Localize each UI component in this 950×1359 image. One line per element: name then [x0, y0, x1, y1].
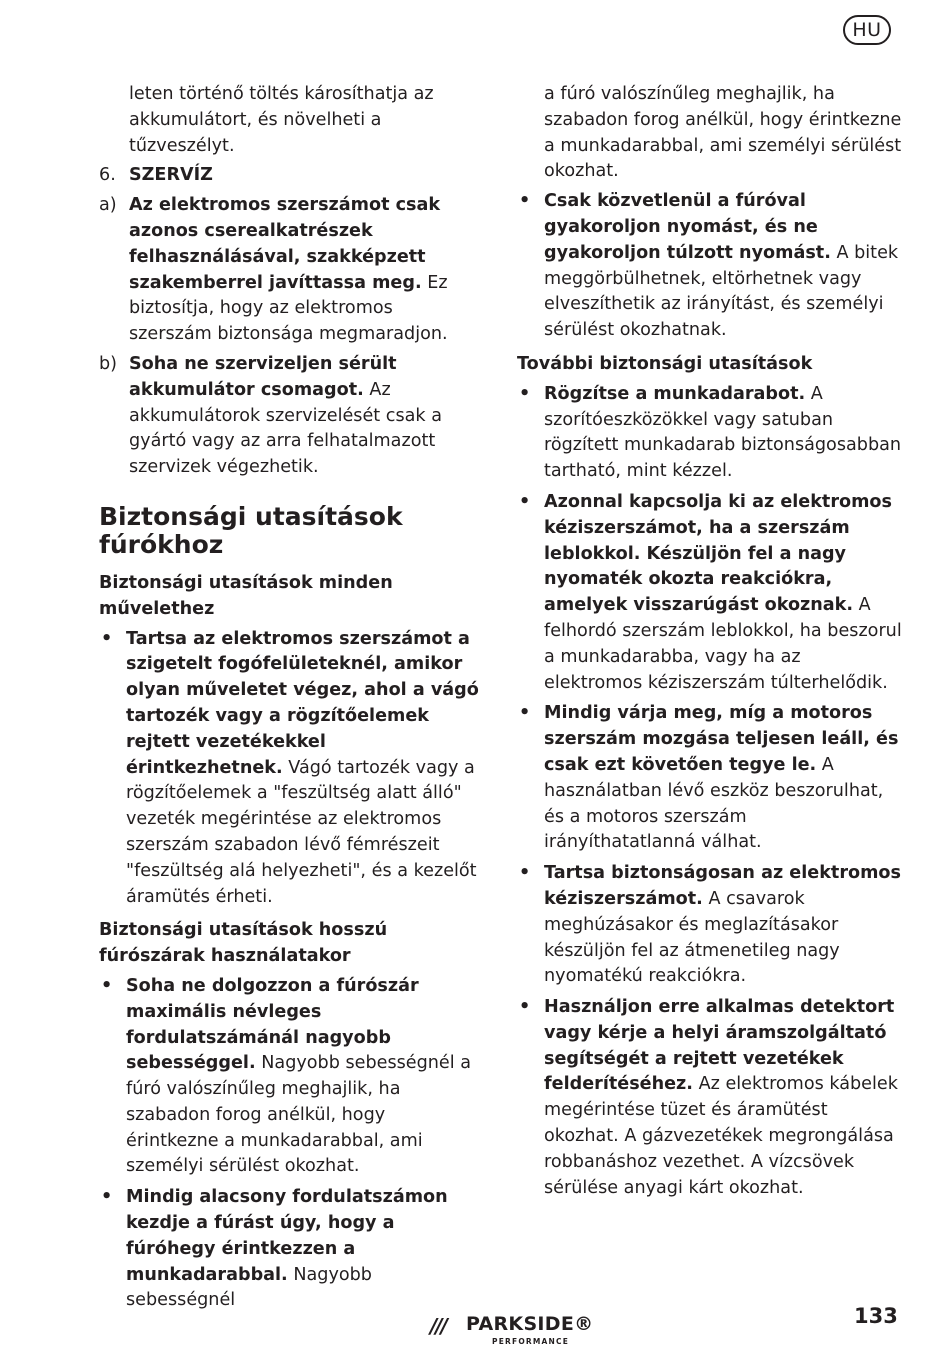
bullet-dot: • [519, 863, 531, 884]
bullet-5-bold: Rögzítse a munkadarabot. [544, 383, 806, 404]
continued-paragraph: a fúró valószínűleg meghajlik, ha szabadon forog anélkül, hogy érintkezne a munkadarabbal, ami személyi sérülést okozhat. [544, 84, 902, 182]
bullet-2-bold: Soha ne dolgozzon a fúrószár maximális névleges fordulatszámánál nagyobb sebességgel. [126, 975, 419, 1074]
bullet-9-text: Az elektromos kábelek megérintése tüzet és áramütést okozhat. A gázvezetékek megrongálása robbanáshoz vezethet. A vízcsövek sérülése anyagi kárt okozhat. [544, 1074, 898, 1198]
logo-subtitle: PERFORMANCE [492, 1337, 570, 1346]
bullet-pressure [517, 189, 902, 344]
section-title: Biztonsági utasítások fúrókhoz [99, 501, 403, 559]
item-b [99, 352, 479, 481]
intro-paragraph [99, 82, 479, 159]
item-a-bold: Az elektromos szerszámot csak azonos cserealkatrészek felhasználásával, szakképzett szakemberrel javíttassa meg. [129, 195, 441, 293]
bullet-8-bold: Tartsa biztonságosan az elektromos kéziszerszámot. [544, 863, 901, 909]
bullet-7-bold: Mindig várja meg, míg a motoros szerszám mozgása teljesen leáll, és csak ezt követően tegye le. [544, 703, 899, 775]
logo-slashes-icon: /// [430, 1314, 446, 1338]
item-b-text: Az akkumulátorok szervizelését csak a gyártó vagy az arra felhatalmazott szervizek végezhetik. [129, 379, 442, 478]
item-b-mark: b) [99, 353, 118, 374]
bullet-6-text: A felhordó szerszám leblokkol, ha beszorul a munkadarabba, vagy ha az elektromos kéziszerszám túlterhelődik. [544, 595, 902, 693]
bullet-low-speed-start [99, 1185, 479, 1314]
bullet-9-bold: Használjon erre alkalmas detektort vagy kérje a helyi áramszolgáltató segítségét a rejtett vezetékek felderítéséhez. [544, 997, 895, 1095]
subheading-long-drill-bits: Biztonsági utasítások hosszú fúrószárak használatakor [99, 920, 388, 967]
bullet-8-text: A csavarok meghúzásakor és meglazításakor készüljön fel az átmenetileg nagy nyomatékú reakciókra. [544, 888, 840, 987]
bullet-2-text: Nagyobb sebességnél a fúró valószínűleg meghajlik, ha szabadon forog anélkül, hogy érintkezne a munkadarabbal, ami személyi sérülést okozhat. [126, 1053, 472, 1177]
bullet-4-bold: Csak közvetlenül a fúróval gyakoroljon nyomást, és ne gyakoroljon túlzott nyomást. [544, 191, 831, 263]
bullet-7-text: A használatban lévő eszköz beszorulhat, és a motoros szerszám irányíthatatlanná válhat. [544, 754, 884, 853]
bullet-6-bold: Azonnal kapcsolja ki az elektromos kéziszerszámot, ha a szerszám leblokkol. Készüljön fel a nagy nyomaték okozta reakciókra, amelyek visszarúgást okoznak. [544, 491, 892, 616]
bullet-5-text: A szorítóeszközökkel vagy satuban rögzített munkadarab biztonságosabban tartható, mint kézzel. [544, 383, 902, 482]
bullet-wait-standstill [517, 701, 902, 856]
bullet-1-text: Vágó tartozék vagy a rögzítőelemek a "feszültség alatt álló" vezeték megérintése az elektromos szerszám szabadon lévő fémrészeit "feszültség alá helyezheti", és a kezelőt áramütés érheti. [126, 757, 477, 907]
bullet-max-speed [99, 974, 479, 1180]
page-number: 133 [854, 1304, 898, 1328]
language-badge: HU [843, 15, 891, 45]
bullet-insulated-surfaces [99, 627, 479, 911]
section-6-title: SZERVÍZ [129, 165, 213, 186]
bullet-dot: • [101, 628, 113, 649]
bullet-dot: • [519, 383, 531, 404]
bullet-use-detector [517, 995, 902, 1201]
bullet-hold-securely [517, 861, 902, 990]
subheading-further-instructions: További biztonsági utasítások [517, 353, 813, 374]
bullet-dot: • [519, 997, 531, 1018]
bullet-dot: • [519, 491, 531, 512]
left-column [99, 82, 479, 1319]
right-column [517, 82, 902, 1206]
bullet-3-bold: Mindig alacsony fordulatszámon kezdje a fúrást úgy, hogy a fúróhegy érintkezzen a munkadarabbal. [126, 1187, 448, 1285]
section-6-heading [99, 163, 479, 189]
bullet-dot: • [101, 1187, 113, 1208]
bullet-4-text: A bitek meggörbülhetnek, eltörhetnek vagy elveszíthetik az irányítást, és személyi sérülést okozhatnak. [544, 242, 899, 341]
item-a-text: Ez biztosítja, hogy az elektromos szerszám biztonsága megmaradjon. [129, 272, 448, 345]
item-b-bold: Soha ne szervizeljen sérült akkumulátor csomagot. [129, 353, 397, 400]
bullet-switch-off-blocked [517, 490, 902, 696]
bullet-3-text: Nagyobb sebességnél [126, 1264, 372, 1311]
bullet-1-bold: Tartsa az elektromos szerszámot a szigetelt fogófelületeknél, amikor olyan műveletet végez, ahol a vágó tartozék vagy a rögzítőelemek rejtett vezetékekkel érintkezhetnek. [126, 628, 479, 778]
item-a [99, 193, 479, 348]
section-6-number: 6. [99, 165, 116, 186]
bullet-dot: • [519, 191, 531, 212]
subheading-all-operations: Biztonsági utasítások minden művelethez [99, 572, 393, 619]
item-a-mark: a) [99, 195, 117, 216]
logo-brand: PARKSIDE® [466, 1313, 594, 1335]
bullet-dot: • [519, 703, 531, 724]
intro-text: leten történő töltés károsíthatja az akkumulátort, és növelheti a tűzveszélyt. [129, 84, 434, 156]
bullet-secure-workpiece [517, 382, 902, 485]
bullet-dot: • [101, 975, 113, 996]
